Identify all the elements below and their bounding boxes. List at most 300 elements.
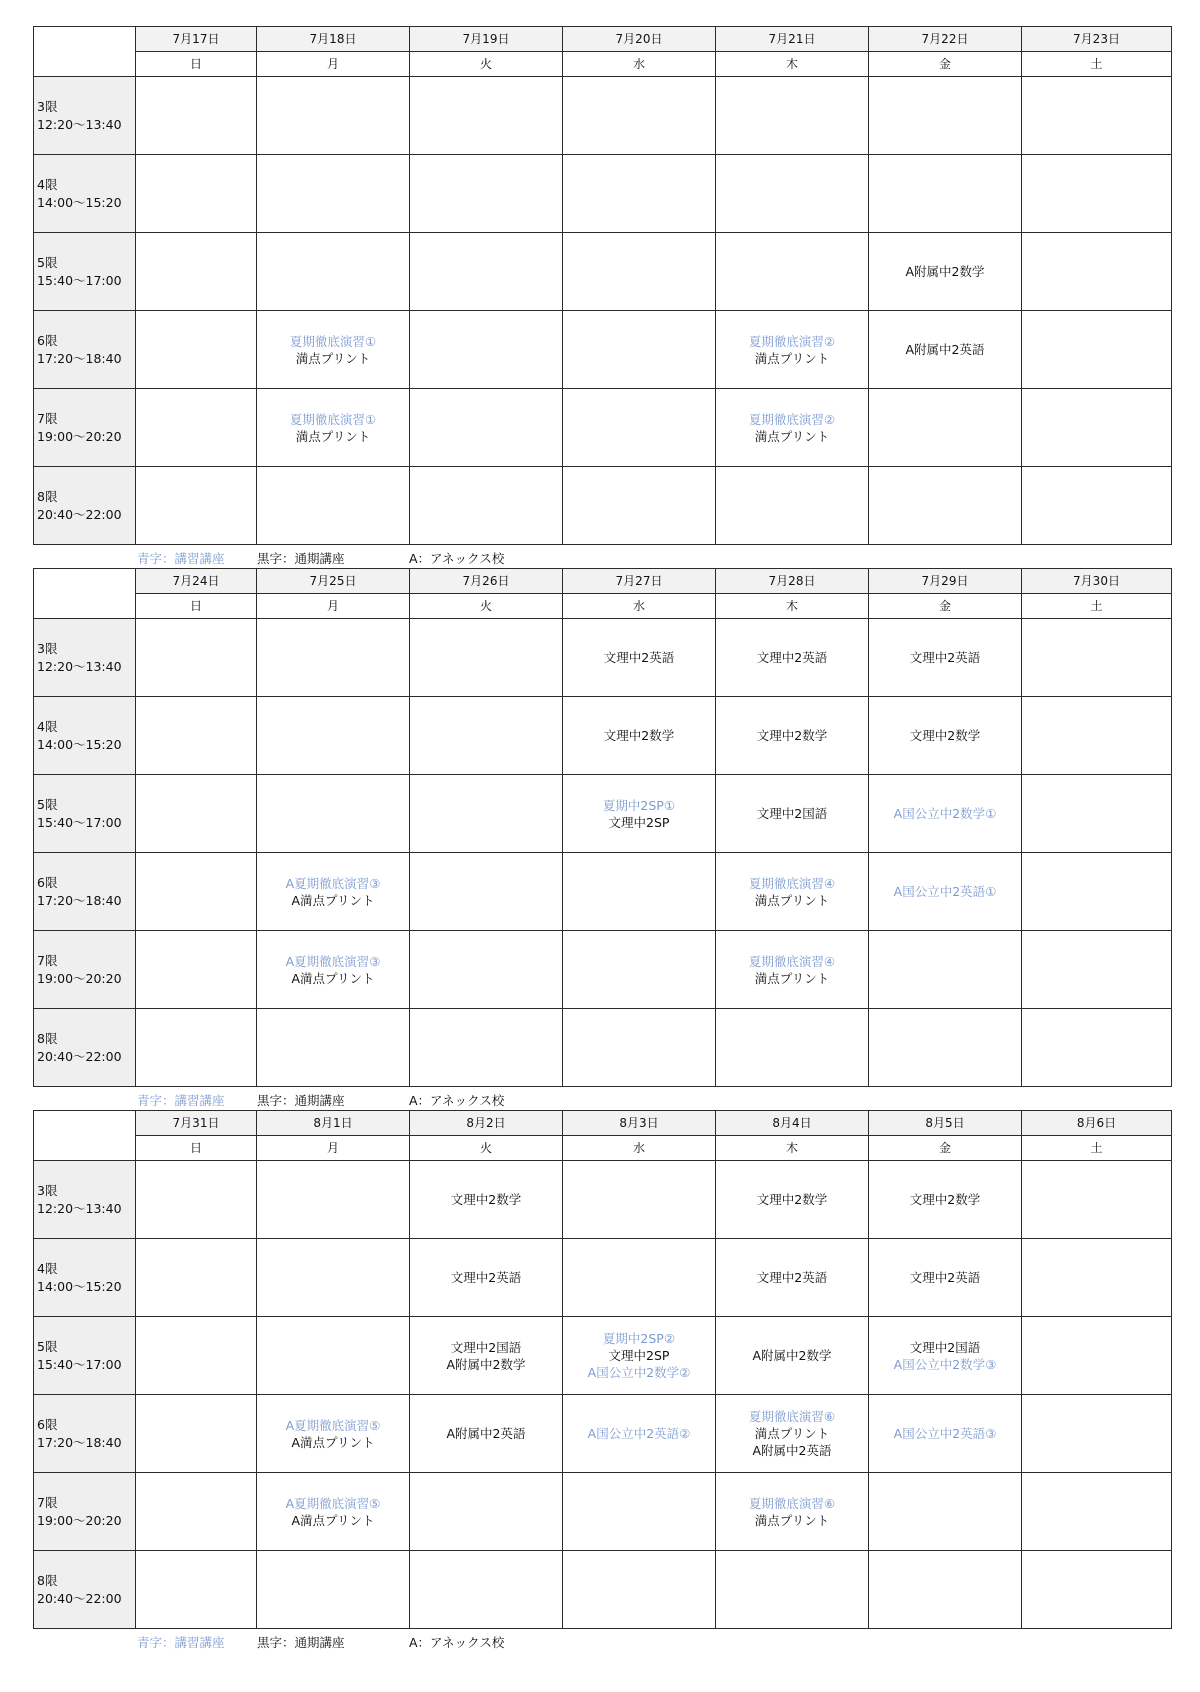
date-header: 7月27日: [563, 569, 716, 594]
schedule-cell: [869, 1473, 1022, 1551]
regular-course-entry: 文理中2数学: [909, 1192, 981, 1207]
schedule-cell: [136, 233, 257, 311]
period-label-cell: [34, 697, 136, 775]
schedule-cell: [716, 1239, 869, 1317]
period-name: 4限: [37, 1260, 58, 1276]
weekday-header-row: [34, 594, 1172, 619]
schedule-cell: [563, 389, 716, 467]
schedule-cell: [716, 853, 869, 931]
period-name: 4限: [37, 176, 58, 192]
regular-course-entry: A満点プリント: [291, 1434, 375, 1450]
weekday-header: 木: [716, 1136, 869, 1161]
seasonal-course-entry: A夏期徹底演習⑤: [285, 1495, 381, 1511]
schedule-cell: [716, 1551, 869, 1629]
legend-blue-text: 青字：講習講座: [137, 1635, 225, 1650]
schedule-cell: [257, 775, 410, 853]
schedule-table: [33, 26, 1172, 545]
period-label-cell: [34, 1317, 136, 1395]
schedule-cell: [410, 1551, 563, 1629]
schedule-cell: [410, 1473, 563, 1551]
schedule-cell: [563, 1395, 716, 1473]
schedule-cell: [410, 1239, 563, 1317]
schedule-cell: [136, 931, 257, 1009]
schedule-cell: [410, 467, 563, 545]
schedule-cell: [1022, 1161, 1172, 1239]
weekday-header-row: [34, 1136, 1172, 1161]
regular-course-entry: 文理中2数学: [603, 728, 675, 743]
schedule-cell: [257, 853, 410, 931]
date-header: 8月1日: [257, 1111, 410, 1136]
schedule-cell: [1022, 1551, 1172, 1629]
seasonal-course-entry: A国公立中2数学②: [587, 1365, 691, 1380]
schedule-cell: [1022, 1317, 1172, 1395]
period-row: [34, 467, 1172, 545]
schedule-cell: [563, 1473, 716, 1551]
period-row: [34, 311, 1172, 389]
period-label-cell: [34, 1473, 136, 1551]
schedule-cell: [136, 1395, 257, 1473]
weekday-header-row: [34, 52, 1172, 77]
corner-cell: [34, 569, 136, 619]
schedule-cell: [136, 77, 257, 155]
schedule-cell: [716, 931, 869, 1009]
period-time: 14:00～15:20: [37, 736, 122, 752]
schedule-cell: [257, 77, 410, 155]
weekday-header: 土: [1022, 1136, 1172, 1161]
seasonal-course-entry: A国公立中2英語③: [893, 1426, 997, 1441]
schedule-cell: [1022, 77, 1172, 155]
schedule-cell: [869, 1551, 1022, 1629]
schedule-pages: [33, 26, 1171, 1652]
weekday-header: 水: [563, 1136, 716, 1161]
period-name: 5限: [37, 1338, 58, 1354]
legend: [33, 1087, 1171, 1110]
seasonal-course-entry: 夏期中2SP②: [602, 1331, 676, 1346]
period-time: 14:00～15:20: [37, 1278, 122, 1294]
period-row: [34, 1473, 1172, 1551]
period-time: 12:20～13:40: [37, 116, 122, 132]
schedule-cell: [136, 1239, 257, 1317]
period-name: 8限: [37, 488, 58, 504]
weekday-header: 木: [716, 594, 869, 619]
seasonal-course-entry: 夏期徹底演習①: [289, 333, 377, 349]
schedule-cell: [869, 77, 1022, 155]
regular-course-entry: 文理中2国語: [909, 1339, 981, 1355]
period-label-cell: [34, 619, 136, 697]
date-header: 8月4日: [716, 1111, 869, 1136]
schedule-cell: [410, 311, 563, 389]
seasonal-course-entry: A夏期徹底演習⑤: [285, 1417, 381, 1433]
seasonal-course-entry: A国公立中2英語②: [587, 1426, 691, 1441]
regular-course-entry: 文理中2数学: [756, 1192, 828, 1207]
schedule-cell: [869, 1161, 1022, 1239]
schedule-cell: [410, 1161, 563, 1239]
period-time: 12:20～13:40: [37, 658, 122, 674]
schedule-cell: [136, 1473, 257, 1551]
schedule-cell: [257, 1473, 410, 1551]
regular-course-entry: A満点プリント: [291, 970, 375, 986]
schedule-cell: [257, 619, 410, 697]
period-name: 4限: [37, 718, 58, 734]
schedule-cell: [716, 1161, 869, 1239]
schedule-cell: [136, 311, 257, 389]
schedule-cell: [563, 311, 716, 389]
schedule-cell: [869, 1239, 1022, 1317]
weekday-header: 金: [869, 1136, 1022, 1161]
schedule-cell: [869, 389, 1022, 467]
schedule-cell: [136, 1551, 257, 1629]
schedule-cell: [410, 1009, 563, 1087]
schedule-cell: [1022, 389, 1172, 467]
schedule-table: [33, 568, 1172, 1087]
schedule-cell: [1022, 311, 1172, 389]
weekday-header: 土: [1022, 594, 1172, 619]
period-time: 17:20～18:40: [37, 350, 122, 366]
schedule-cell: [257, 389, 410, 467]
schedule-cell: [869, 1395, 1022, 1473]
seasonal-course-entry: 夏期徹底演習②: [748, 411, 836, 427]
regular-course-entry: 文理中2英語: [450, 1270, 522, 1285]
week-block: [33, 26, 1171, 568]
schedule-cell: [410, 775, 563, 853]
period-row: [34, 1551, 1172, 1629]
schedule-cell: [257, 1009, 410, 1087]
regular-course-entry: 文理中2英語: [603, 650, 675, 665]
week-block: [33, 568, 1171, 1110]
period-label-cell: [34, 467, 136, 545]
seasonal-course-entry: 夏期中2SP①: [602, 797, 676, 813]
period-row: [34, 853, 1172, 931]
weekday-header: 火: [410, 594, 563, 619]
schedule-cell: [716, 77, 869, 155]
schedule-cell: [869, 697, 1022, 775]
schedule-cell: [1022, 1473, 1172, 1551]
period-row: [34, 1317, 1172, 1395]
date-header: 7月28日: [716, 569, 869, 594]
seasonal-course-entry: 夏期徹底演習①: [289, 411, 377, 427]
period-time: 19:00～20:20: [37, 428, 122, 444]
regular-course-entry: 文理中2英語: [756, 650, 828, 665]
weekday-header: 日: [136, 1136, 257, 1161]
regular-course-entry: 文理中2数学: [450, 1192, 522, 1207]
schedule-cell: [257, 233, 410, 311]
regular-course-entry: 文理中2国語: [756, 806, 828, 821]
schedule-cell: [1022, 931, 1172, 1009]
weekday-header: 金: [869, 594, 1022, 619]
period-name: 6限: [37, 874, 58, 890]
corner-cell: [34, 27, 136, 77]
schedule-cell: [257, 1551, 410, 1629]
weekday-header: 火: [410, 52, 563, 77]
schedule-cell: [563, 1009, 716, 1087]
period-row: [34, 697, 1172, 775]
period-row: [34, 775, 1172, 853]
weekday-header: 土: [1022, 52, 1172, 77]
period-time: 12:20～13:40: [37, 1200, 122, 1216]
schedule-cell: [716, 467, 869, 545]
schedule-cell: [136, 1317, 257, 1395]
schedule-cell: [563, 853, 716, 931]
corner-cell: [34, 1111, 136, 1161]
weekday-header: 水: [563, 594, 716, 619]
legend-annex-text: A：アネックス校: [409, 551, 505, 566]
date-header: 7月24日: [136, 569, 257, 594]
schedule-cell: [563, 155, 716, 233]
schedule-cell: [410, 853, 563, 931]
period-label-cell: [34, 775, 136, 853]
schedule-cell: [869, 467, 1022, 545]
schedule-cell: [869, 853, 1022, 931]
weekday-header: 月: [257, 594, 410, 619]
period-row: [34, 1009, 1172, 1087]
date-header: 7月26日: [410, 569, 563, 594]
schedule-cell: [563, 775, 716, 853]
seasonal-course-entry: 夏期徹底演習⑥: [748, 1495, 836, 1511]
schedule-cell: [869, 619, 1022, 697]
schedule-cell: [563, 1317, 716, 1395]
period-name: 7限: [37, 952, 58, 968]
period-time: 15:40～17:00: [37, 814, 122, 830]
schedule-cell: [136, 775, 257, 853]
legend-black-text: 黒字：通期講座: [257, 551, 345, 566]
schedule-cell: [716, 775, 869, 853]
period-label-cell: [34, 853, 136, 931]
regular-course-entry: A満点プリント: [291, 1512, 375, 1528]
schedule-cell: [563, 77, 716, 155]
date-header: 7月22日: [869, 27, 1022, 52]
schedule-cell: [716, 1395, 869, 1473]
legend-blue-text: 青字：講習講座: [137, 1093, 225, 1108]
schedule-cell: [136, 697, 257, 775]
schedule-cell: [410, 1317, 563, 1395]
period-name: 3限: [37, 98, 58, 114]
seasonal-course-entry: A国公立中2数学③: [893, 1356, 997, 1372]
schedule-cell: [136, 1009, 257, 1087]
schedule-cell: [1022, 697, 1172, 775]
period-time: 19:00～20:20: [37, 970, 122, 986]
schedule-cell: [869, 311, 1022, 389]
period-row: [34, 77, 1172, 155]
period-time: 15:40～17:00: [37, 272, 122, 288]
period-name: 7限: [37, 1494, 58, 1510]
schedule-cell: [563, 1161, 716, 1239]
legend-blue-text: 青字：講習講座: [137, 551, 225, 566]
schedule-cell: [1022, 1009, 1172, 1087]
period-label-cell: [34, 1239, 136, 1317]
schedule-cell: [716, 389, 869, 467]
period-time: 17:20～18:40: [37, 892, 122, 908]
period-name: 3限: [37, 640, 58, 656]
week-block: [33, 1110, 1171, 1652]
schedule-cell: [716, 1009, 869, 1087]
schedule-cell: [410, 233, 563, 311]
date-header: 7月17日: [136, 27, 257, 52]
schedule-cell: [1022, 853, 1172, 931]
weekday-header: 火: [410, 1136, 563, 1161]
schedule-cell: [716, 311, 869, 389]
legend: [33, 545, 1171, 568]
regular-course-entry: 満点プリント: [754, 1426, 830, 1441]
period-label-cell: [34, 311, 136, 389]
schedule-cell: [716, 233, 869, 311]
schedule-cell: [257, 1395, 410, 1473]
schedule-cell: [869, 155, 1022, 233]
regular-course-entry: A附属中2英語: [752, 1443, 832, 1458]
schedule-cell: [136, 853, 257, 931]
seasonal-course-entry: 夏期徹底演習④: [748, 875, 836, 891]
period-row: [34, 389, 1172, 467]
weekday-header: 金: [869, 52, 1022, 77]
regular-course-entry: 文理中2数学: [756, 728, 828, 743]
schedule-cell: [410, 389, 563, 467]
period-time: 20:40～22:00: [37, 1590, 122, 1606]
period-row: [34, 619, 1172, 697]
schedule-cell: [563, 697, 716, 775]
schedule-cell: [257, 311, 410, 389]
period-time: 14:00～15:20: [37, 194, 122, 210]
period-time: 15:40～17:00: [37, 1356, 122, 1372]
date-header: 7月23日: [1022, 27, 1172, 52]
schedule-cell: [716, 697, 869, 775]
date-header: 7月19日: [410, 27, 563, 52]
period-row: [34, 1239, 1172, 1317]
schedule-cell: [869, 1317, 1022, 1395]
schedule-cell: [410, 155, 563, 233]
schedule-cell: [410, 77, 563, 155]
schedule-cell: [716, 1473, 869, 1551]
date-header: 7月25日: [257, 569, 410, 594]
period-label-cell: [34, 389, 136, 467]
date-header: 8月2日: [410, 1111, 563, 1136]
regular-course-entry: A附属中2英語: [446, 1426, 526, 1441]
regular-course-entry: 文理中2英語: [909, 1270, 981, 1285]
date-header-row: [34, 569, 1172, 594]
schedule-cell: [1022, 775, 1172, 853]
legend-black-text: 黒字：通期講座: [257, 1093, 345, 1108]
legend-black-text: 黒字：通期講座: [257, 1635, 345, 1650]
regular-course-entry: 文理中2英語: [909, 650, 981, 665]
schedule-cell: [563, 233, 716, 311]
regular-course-entry: 文理中2数学: [909, 728, 981, 743]
date-header: 8月3日: [563, 1111, 716, 1136]
schedule-cell: [257, 1239, 410, 1317]
schedule-cell: [563, 467, 716, 545]
schedule-cell: [257, 155, 410, 233]
seasonal-course-entry: 夏期徹底演習②: [748, 333, 836, 349]
schedule-table: [33, 1110, 1172, 1629]
period-label-cell: [34, 77, 136, 155]
schedule-cell: [563, 1239, 716, 1317]
schedule-cell: [410, 931, 563, 1009]
weekday-header: 日: [136, 594, 257, 619]
regular-course-entry: 満点プリント: [754, 428, 830, 444]
schedule-cell: [136, 467, 257, 545]
schedule-cell: [1022, 1395, 1172, 1473]
period-name: 8限: [37, 1572, 58, 1588]
schedule-cell: [257, 931, 410, 1009]
schedule-cell: [410, 697, 563, 775]
regular-course-entry: 満点プリント: [295, 350, 371, 366]
period-time: 19:00～20:20: [37, 1512, 122, 1528]
period-name: 8限: [37, 1030, 58, 1046]
schedule-cell: [563, 619, 716, 697]
regular-course-entry: A附属中2数学: [752, 1348, 832, 1363]
seasonal-course-entry: A夏期徹底演習③: [285, 875, 381, 891]
weekday-header: 月: [257, 52, 410, 77]
legend-annex-text: A：アネックス校: [409, 1093, 505, 1108]
schedule-cell: [1022, 155, 1172, 233]
period-name: 6限: [37, 332, 58, 348]
schedule-cell: [257, 1161, 410, 1239]
schedule-cell: [257, 697, 410, 775]
schedule-cell: [563, 1551, 716, 1629]
schedule-cell: [257, 467, 410, 545]
weekday-header: 日: [136, 52, 257, 77]
regular-course-entry: 満点プリント: [295, 428, 371, 444]
legend-annex-text: A：アネックス校: [409, 1635, 505, 1650]
period-time: 20:40～22:00: [37, 1048, 122, 1064]
weekday-header: 木: [716, 52, 869, 77]
schedule-cell: [136, 1161, 257, 1239]
regular-course-entry: 満点プリント: [754, 1512, 830, 1528]
date-header-row: [34, 1111, 1172, 1136]
schedule-cell: [257, 1317, 410, 1395]
regular-course-entry: 文理中2SP: [608, 814, 670, 830]
period-name: 3限: [37, 1182, 58, 1198]
date-header: 7月21日: [716, 27, 869, 52]
period-row: [34, 1395, 1172, 1473]
seasonal-course-entry: 夏期徹底演習⑥: [748, 1409, 836, 1424]
regular-course-entry: A満点プリント: [291, 892, 375, 908]
period-name: 5限: [37, 796, 58, 812]
regular-course-entry: A附属中2数学: [905, 264, 985, 279]
period-label-cell: [34, 155, 136, 233]
period-label-cell: [34, 1395, 136, 1473]
schedule-cell: [716, 155, 869, 233]
schedule-cell: [869, 931, 1022, 1009]
regular-course-entry: 満点プリント: [754, 970, 830, 986]
period-row: [34, 931, 1172, 1009]
schedule-cell: [716, 619, 869, 697]
schedule-cell: [136, 619, 257, 697]
regular-course-entry: A附属中2英語: [905, 342, 985, 357]
schedule-cell: [410, 1395, 563, 1473]
schedule-cell: [136, 389, 257, 467]
period-label-cell: [34, 931, 136, 1009]
period-row: [34, 155, 1172, 233]
date-header: 7月30日: [1022, 569, 1172, 594]
regular-course-entry: 文理中2SP: [608, 1348, 670, 1363]
seasonal-course-entry: A夏期徹底演習③: [285, 953, 381, 969]
period-label-cell: [34, 1009, 136, 1087]
period-label-cell: [34, 1161, 136, 1239]
date-header: 7月29日: [869, 569, 1022, 594]
period-row: [34, 1161, 1172, 1239]
regular-course-entry: 満点プリント: [754, 892, 830, 908]
schedule-cell: [869, 775, 1022, 853]
period-label-cell: [34, 233, 136, 311]
schedule-cell: [716, 1317, 869, 1395]
regular-course-entry: A附属中2数学: [446, 1356, 526, 1372]
seasonal-course-entry: 夏期徹底演習④: [748, 953, 836, 969]
period-row: [34, 233, 1172, 311]
schedule-cell: [1022, 619, 1172, 697]
period-time: 17:20～18:40: [37, 1434, 122, 1450]
period-name: 6限: [37, 1416, 58, 1432]
schedule-cell: [1022, 1239, 1172, 1317]
period-label-cell: [34, 1551, 136, 1629]
date-header: 8月6日: [1022, 1111, 1172, 1136]
